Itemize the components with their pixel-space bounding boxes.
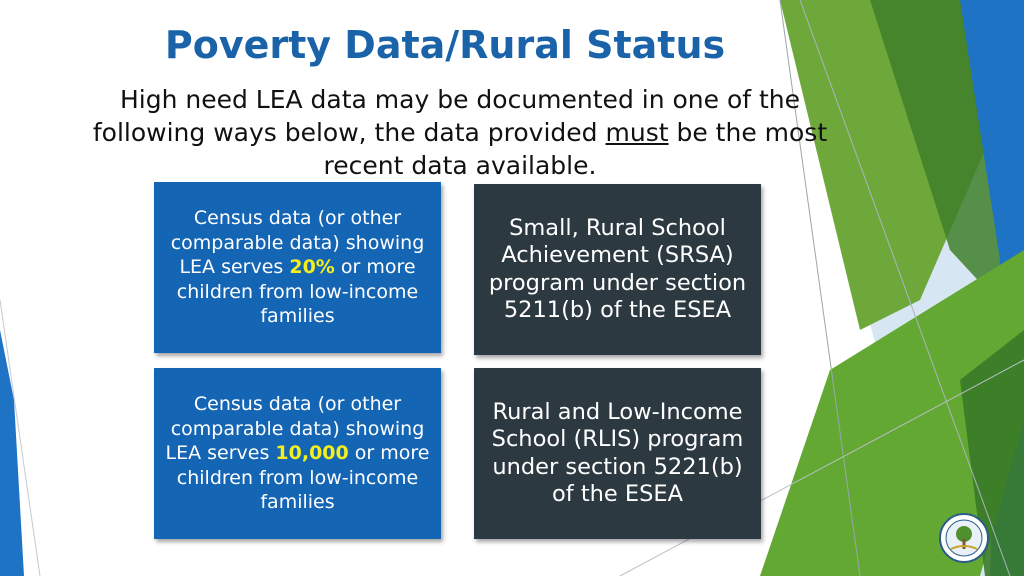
- decor-left-blue: [0, 330, 24, 576]
- rlis-program-text: Rural and Low-Income School (RLIS) program under section 5221(b) of the ESEA: [491, 398, 744, 507]
- srsa-program-text: Small, Rural School Achievement (SRSA) program under section 5211(b) of the ESEA: [488, 214, 747, 323]
- srsa-program-box: [474, 184, 761, 355]
- subtitle-part-1: High need LEA data may be documented in one of the following ways below, the data provided: [92, 85, 801, 147]
- subtitle-part-2: be the most recent data available.: [323, 118, 828, 180]
- department-seal-icon: [939, 513, 989, 563]
- box1-pre: Census data (or other comparable data) showing LEA serves: [170, 207, 425, 279]
- box3-post: or more children from low-income families: [176, 442, 430, 514]
- box1-post: or more children from low-income families: [176, 256, 419, 328]
- slide-title: Poverty Data/Rural Status: [164, 23, 726, 67]
- box3-highlight: 10,000: [275, 442, 349, 465]
- census-10000-box: [154, 368, 441, 539]
- rlis-program-box: [474, 368, 761, 539]
- slide-subtitle: [60, 83, 860, 182]
- box3-pre: Census data (or other comparable data) showing LEA serves: [165, 393, 425, 465]
- census-10000-text: [162, 392, 433, 515]
- census-20-percent-text: [162, 206, 433, 329]
- box1-highlight: 20%: [289, 256, 335, 279]
- census-20-percent-box: [154, 182, 441, 353]
- subtitle-emphasis: must: [605, 118, 669, 147]
